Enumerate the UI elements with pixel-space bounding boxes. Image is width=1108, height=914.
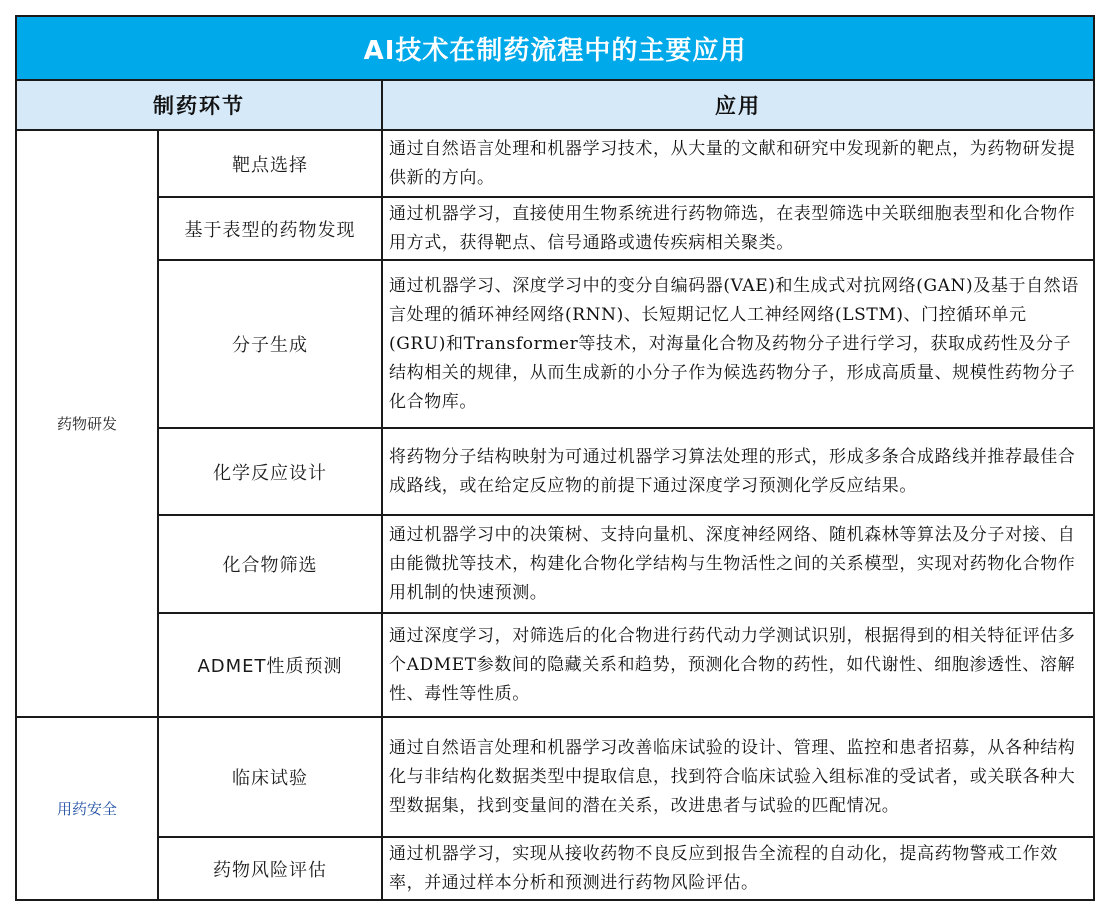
- table-container: [15, 15, 1093, 901]
- application-cell: 通过自然语言处理和机器学习改善临床试验的设计、管理、监控和患者招募，从各种结构化与非结构化数据类型中提取信息，找到符合临床试验入组标准的受试者，或关联各种大型数据集，找到变量间的潜在关系，改进患者与试验的匹配情况。: [382, 717, 1094, 837]
- category-drug-safety: 用药安全: [16, 717, 158, 900]
- application-cell: 将药物分子结构映射为可通过机器学习算法处理的形式，形成多条合成路线并推荐最佳合成路线，或在给定反应物的前提下通过深度学习预测化学反应结果。: [382, 428, 1094, 515]
- application-cell: 通过机器学习，直接使用生物系统进行药物筛选，在表型筛选中关联细胞表型和化合物作用方式，获得靶点、信号通路或遗传疾病相关聚类。: [382, 197, 1094, 260]
- header-row: [16, 80, 1094, 130]
- application-cell: 通过机器学习中的决策树、支持向量机、深度神经网络、随机森林等算法及分子对接、自由能微扰等技术，构建化合物化学结构与生物活性之间的关系模型，实现对药物化合物作用机制的快速预测。: [382, 515, 1094, 613]
- table-row: [16, 837, 1094, 900]
- stage-cell: 药物风险评估: [158, 837, 382, 900]
- stage-cell: ADMET性质预测: [158, 613, 382, 717]
- table-row: [16, 260, 1094, 428]
- header-stage: 制药环节: [16, 80, 382, 130]
- application-cell: 通过机器学习、深度学习中的变分自编码器(VAE)和生成式对抗网络(GAN)及基于自然语言处理的循环神经网络(RNN)、长短期记忆人工神经网络(LSTM)、门控循环单元(GRU)和Transformer等技术，对海量化合物及药物分子进行学习，获取成药性及分子结构相关的规律，从而生成新的小分子作为候选药物分子，形成高质量、规模性药物分子化合物库。: [382, 260, 1094, 428]
- table-row: [16, 613, 1094, 717]
- application-cell: 通过自然语言处理和机器学习技术，从大量的文献和研究中发现新的靶点，为药物研发提供新的方向。: [382, 130, 1094, 197]
- table-row: [16, 197, 1094, 260]
- stage-cell: 临床试验: [158, 717, 382, 837]
- table-row: [16, 515, 1094, 613]
- table-title: AI技术在制药流程中的主要应用: [16, 16, 1094, 80]
- stage-cell: 化合物筛选: [158, 515, 382, 613]
- stage-cell: 基于表型的药物发现: [158, 197, 382, 260]
- ai-pharma-table: [15, 15, 1095, 901]
- stage-cell: 化学反应设计: [158, 428, 382, 515]
- header-application: 应用: [382, 80, 1094, 130]
- table-row: [16, 717, 1094, 837]
- table-row: [16, 428, 1094, 515]
- table-row: [16, 130, 1094, 197]
- stage-cell: 靶点选择: [158, 130, 382, 197]
- stage-cell: 分子生成: [158, 260, 382, 428]
- title-row: [16, 16, 1094, 80]
- application-cell: 通过深度学习，对筛选后的化合物进行药代动力学测试识别，根据得到的相关特征评估多个ADMET参数间的隐藏关系和趋势，预测化合物的药性，如代谢性、细胞渗透性、溶解性、毒性等性质。: [382, 613, 1094, 717]
- application-cell: 通过机器学习，实现从接收药物不良反应到报告全流程的自动化，提高药物警戒工作效率，并通过样本分析和预测进行药物风险评估。: [382, 837, 1094, 900]
- category-drug-rd: 药物研发: [16, 130, 158, 717]
